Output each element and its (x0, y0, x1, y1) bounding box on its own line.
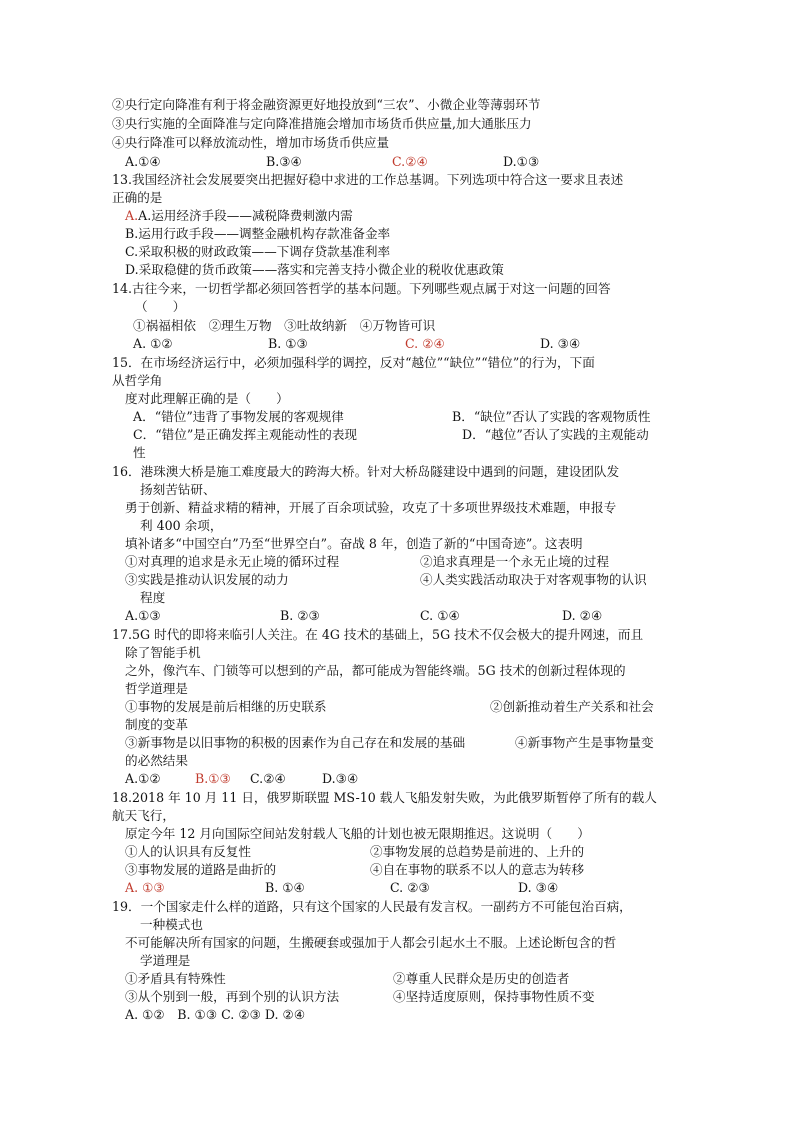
q16-option-c: C. ①④ (420, 608, 460, 623)
q19-item-3: ③从个别到一般，再到个别的认识方法 (125, 989, 340, 1004)
option-b: B.③④ (266, 154, 302, 169)
q16-option-d: D. ②④ (562, 608, 603, 623)
q16-stem-5: 填补诸多“中国空白”乃至“世界空白”。奋战 8 年，创造了新的“中国奇迹”。这表明 (125, 536, 583, 551)
q17-stem-2: 除了智能手机 (125, 645, 201, 660)
q18-stem-3: 原定今年 12 月向国际空间站发射载人飞船的计划也被无限期推迟。这说明（ ） (125, 826, 590, 841)
q16-item-1: ①对真理的追求是永无止境的循环过程 (125, 554, 340, 569)
q18-option-c: C. ②③ (390, 880, 430, 895)
q17-stem-3: 之外，像汽车、门锁等可以想到的产品，都可能成为智能终端。5G 技术的创新过程体现的 (125, 663, 626, 678)
q17-stem-4: 哲学道理是 (125, 681, 188, 696)
statement-2: ②央行定向降准有利于将金融资源更好地投放到“三农”、小微企业等薄弱环节 (112, 97, 541, 112)
q18-option-b: B. ①④ (265, 880, 305, 895)
q18-item-1: ①人的认识具有反复性 (125, 844, 251, 859)
q14-items: ①祸福相依 ②理生万物 ③吐故纳新 ④万物皆可识 (133, 318, 436, 333)
q19-stem-3: 不可能解决所有国家的问题，生搬硬套或强加于人都会引起水土不服。上述论断包含的哲 (125, 935, 617, 950)
q17-option-c: C.②④ (250, 771, 286, 786)
q16-stem-3: 勇于创新、精益求精的精神，开展了百余项试验，攻克了十多项世界级技术难题，申报专 (125, 500, 617, 515)
q14-option-a: A. ①② (133, 336, 173, 351)
q19-options: A. ①② B. ①③ C. ②③ D. ②④ (125, 1007, 306, 1022)
q18-option-d: D. ③④ (518, 880, 559, 895)
q17-stem: 17.5G 时代的即将来临引人关注。在 4G 技术的基础上，5G 技术不仅会极大的提升网速，而且 (112, 627, 644, 642)
q18-stem-2: 航天飞行， (112, 808, 175, 823)
q17-item-2-cont: 制度的变革 (125, 717, 188, 732)
q16-option-b: B. ②③ (280, 608, 320, 623)
q13-option-a: A.A.运用经济手段——减税降费刺激内需 (125, 208, 353, 223)
q16-stem-2: 扬刻苦钻研、 (140, 482, 216, 497)
q14-option-c: C. ②④ (405, 336, 445, 351)
q13-option-b: B.运用行政手段——调整金融机构存款准备金率 (125, 226, 391, 241)
q18-item-4: ④自在事物的联系不以人的意志为转移 (370, 862, 585, 877)
q19-item-4: ④坚持适度原则，保持事物性质不变 (393, 989, 595, 1004)
q16-item-4: ④人类实践活动取决于对客观事物的认识 (420, 572, 647, 587)
q18-item-2: ②事物发展的总趋势是前进的、上升的 (370, 844, 585, 859)
option-a: A.①④ (125, 154, 161, 169)
q19-item-1: ①矛盾具有特殊性 (125, 971, 226, 986)
q14-stem: 14.古往今来，一切哲学都必须回答哲学的基本问题。下列哪些观点属于对这一问题的回答 (112, 281, 611, 296)
q14-option-b: B. ①③ (268, 336, 308, 351)
q15-option-c: C．“错位”是正确发挥主观能动性的表现 (133, 427, 358, 442)
q15-stem: 15．在市场经济运行中，必须加强科学的调控，反对“越位”“缺位”“错位”的行为，下面 (112, 355, 595, 370)
q17-item-3: ③新事物是以旧事物的积极的因素作为自己存在和发展的基础 (125, 735, 466, 750)
q13-stem-2: 正确的是 (112, 190, 163, 205)
q15-option-b: B．“缺位”否认了实践的客观物质性 (452, 409, 651, 424)
q13-stem: 13.我国经济社会发展要突出把握好稳中求进的工作总基调。下列选项中符合这一要求且表述 (112, 172, 624, 187)
q17-item-1: ①事物的发展是前后相继的历史联系 (125, 699, 327, 714)
q14-option-d: D. ③④ (540, 336, 581, 351)
q17-item-2: ②创新推动着生产关系和社会 (490, 699, 654, 714)
q16-item-3: ③实践是推动认识发展的动力 (125, 572, 289, 587)
q16-stem: 16．港珠澳大桥是施工难度最大的跨海大桥。针对大桥岛隧建设中遇到的问题，建设团队发 (112, 464, 620, 479)
option-c: C.②④ (392, 154, 428, 169)
q17-item-4: ④新事物产生是事物量变 (515, 735, 654, 750)
option-d: D.①③ (503, 154, 540, 169)
q16-stem-4: 利 400 余项， (140, 518, 223, 533)
q17-option-d: D.③④ (322, 771, 359, 786)
q18-item-3: ③事物发展的道路是曲折的 (125, 862, 277, 877)
q19-stem-2: 一种模式也 (140, 917, 203, 932)
q17-item-4-cont: 的必然结果 (125, 753, 188, 768)
q18-option-a: A. ①③ (125, 880, 165, 895)
q15-option-d-cont: 性 (133, 445, 146, 460)
q15-stem-3: 度对此理解正确的是（ ） (125, 391, 289, 406)
q17-option-b: B.①③ (195, 771, 231, 786)
statement-3: ③央行实施的全面降准与定向降准措施会增加市场货币供应量,加大通胀压力 (112, 116, 532, 131)
q15-option-a: A．“错位”违背了事物发展的客观规律 (133, 409, 344, 424)
q19-stem-4: 学道理是 (140, 953, 191, 968)
q19-item-2: ②尊重人民群众是历史的创造者 (393, 971, 570, 986)
q15-stem-2: 从哲学角 (112, 373, 163, 388)
q16-item-4-cont: 程度 (140, 590, 166, 605)
q19-stem: 19．一个国家走什么样的道路，只有这个国家的人民最有发言权。一副药方不可能包治百病， (112, 899, 632, 914)
q18-stem: 18.2018 年 10 月 11 日，俄罗斯联盟 MS-10 载人飞船发射失败，为此俄罗斯暂停了所有的载人 (112, 790, 657, 805)
q16-option-a: A.①③ (125, 608, 161, 623)
q15-option-d: D．“越位”否认了实践的主观能动 (462, 427, 649, 442)
q14-stem-2: （ ） (135, 299, 186, 314)
q13-option-d: D.采取稳健的货币政策——落实和完善支持小微企业的税收优惠政策 (125, 262, 504, 277)
statement-4: ④央行降准可以释放流动性，增加市场货币供应量 (112, 135, 390, 150)
q13-option-c: C.采取积极的财政政策——下调存贷款基准利率 (125, 244, 391, 259)
q16-item-2: ②追求真理是一个永无止境的过程 (420, 554, 609, 569)
q17-option-a: A.①② (125, 771, 161, 786)
